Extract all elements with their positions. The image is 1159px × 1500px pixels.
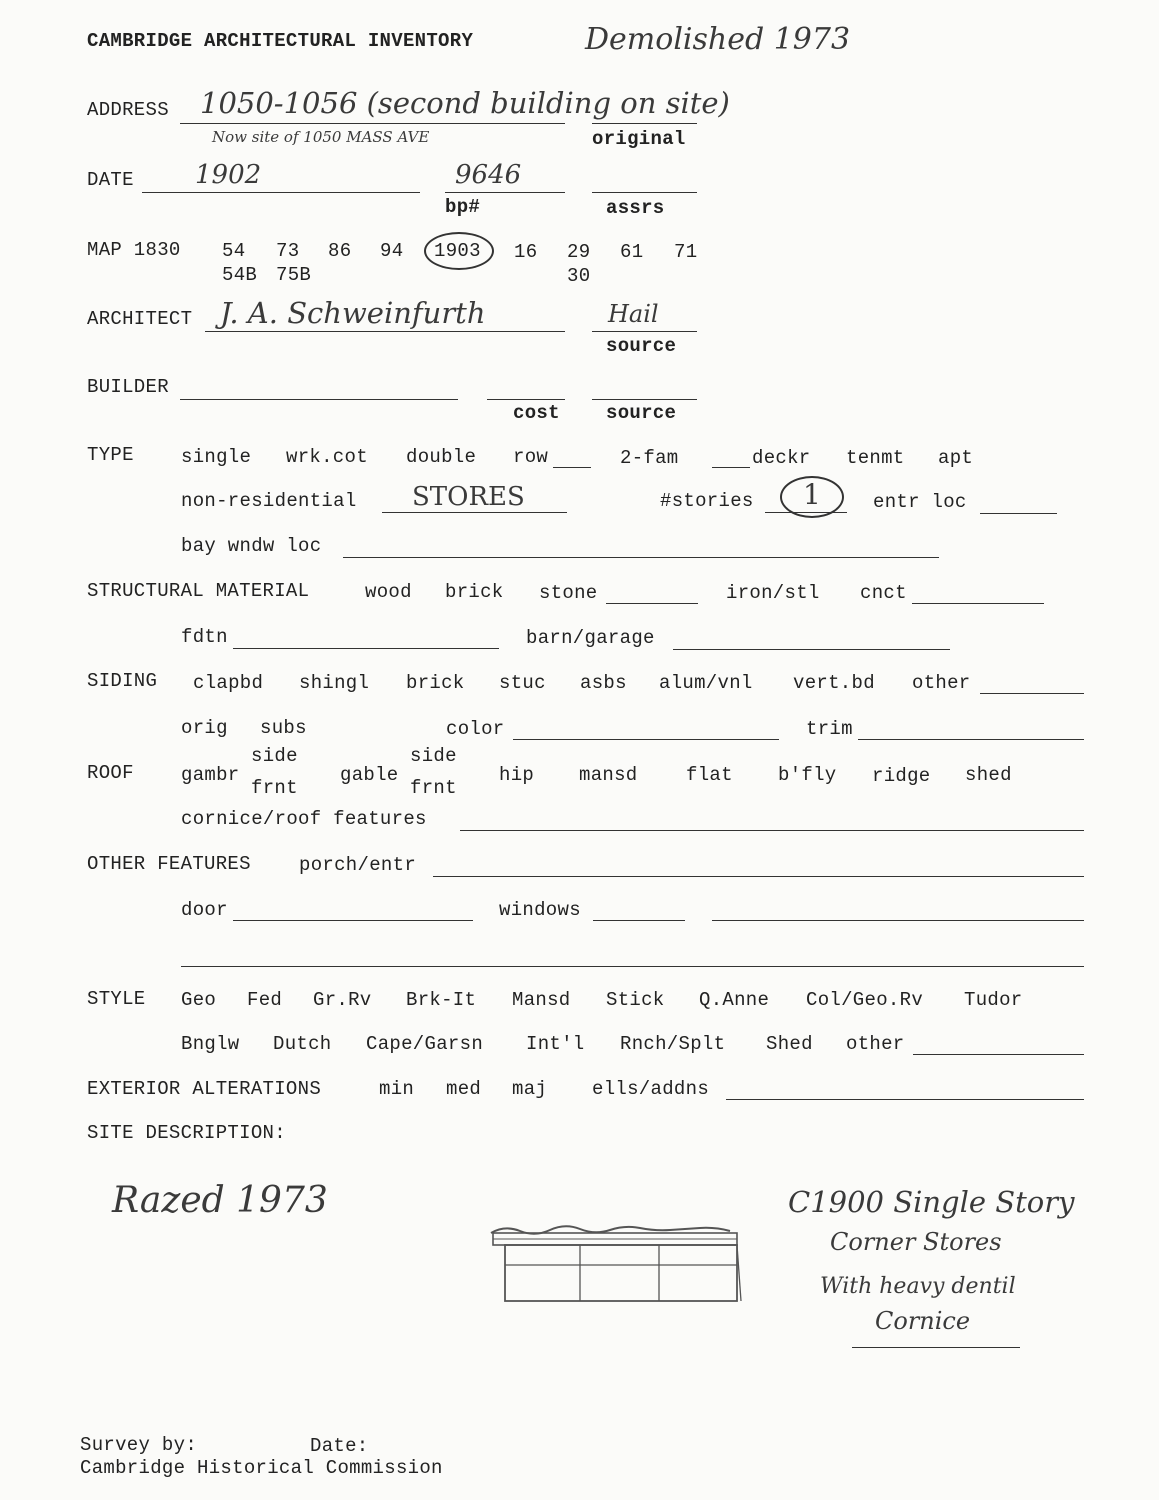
type-option: tenmt bbox=[846, 447, 905, 469]
roof-option: b'fly bbox=[778, 764, 837, 786]
stories-label: #stories bbox=[660, 490, 754, 512]
roof-option: flat bbox=[686, 764, 733, 786]
windows-label: windows bbox=[499, 899, 581, 921]
architect-value: J. A. Schweinfurth bbox=[220, 296, 486, 330]
roof-gable-side: side bbox=[410, 745, 457, 767]
type-option: 2-fam bbox=[620, 447, 679, 469]
color-label: color bbox=[446, 718, 505, 740]
original-line bbox=[592, 123, 697, 124]
map-year: 29 bbox=[567, 241, 591, 263]
storefront-sketch bbox=[485, 1215, 745, 1310]
cornice-underline bbox=[852, 1347, 1020, 1348]
style-option: Cape/Garsn bbox=[366, 1033, 484, 1055]
entr-loc-label: entr loc bbox=[873, 491, 967, 513]
door-line bbox=[233, 920, 473, 921]
bay-window-label: bay wndw loc bbox=[181, 535, 322, 557]
style-label: STYLE bbox=[87, 988, 146, 1010]
roof-option: mansd bbox=[579, 764, 638, 786]
roof-gable: gable bbox=[340, 764, 399, 786]
other-features-extra-line bbox=[181, 966, 1084, 967]
row-line bbox=[553, 467, 591, 468]
style-option: Shed bbox=[766, 1033, 813, 1055]
architect-source-value: Hail bbox=[608, 300, 659, 328]
roof-option: ridge bbox=[872, 765, 931, 787]
style-other-line bbox=[913, 1054, 1084, 1055]
razed-note: Razed 1973 bbox=[112, 1180, 328, 1221]
orig-label: orig bbox=[181, 717, 228, 739]
alterations-label: EXTERIOR ALTERATIONS bbox=[87, 1078, 322, 1100]
nonres-value: STORES bbox=[412, 482, 525, 512]
cost-label: cost bbox=[513, 402, 560, 424]
siding-other-line bbox=[980, 693, 1084, 694]
ells-addns-line bbox=[726, 1099, 1084, 1100]
roof-gambr-frnt: frnt bbox=[251, 777, 298, 799]
style-option: Brk-It bbox=[406, 989, 477, 1011]
type-label: TYPE bbox=[87, 444, 134, 466]
type-option: deckr bbox=[752, 447, 811, 469]
stories-value: 1 bbox=[803, 478, 821, 511]
siding-label: SIDING bbox=[87, 670, 158, 692]
address-label: ADDRESS bbox=[87, 99, 169, 121]
cost-line bbox=[487, 399, 565, 400]
siding-option: asbs bbox=[580, 672, 627, 694]
commission-name: Cambridge Historical Commission bbox=[80, 1457, 443, 1479]
site-description-line-1: C1900 Single Story bbox=[788, 1185, 1075, 1219]
survey-by-label: Survey by: bbox=[80, 1434, 198, 1456]
style-option: Col/Geo.Rv bbox=[806, 989, 924, 1011]
siding-option: vert.bd bbox=[793, 672, 875, 694]
roof-option: shed bbox=[965, 764, 1012, 786]
roof-gambr: gambr bbox=[181, 764, 240, 786]
form-title: CAMBRIDGE ARCHITECTURAL INVENTORY bbox=[87, 30, 474, 52]
style-option: Rnch/Splt bbox=[620, 1033, 726, 1055]
builder-line bbox=[180, 399, 458, 400]
roof-option: hip bbox=[499, 764, 535, 786]
windows-line bbox=[593, 920, 685, 921]
siding-option: other bbox=[912, 672, 971, 694]
nonres-line bbox=[382, 512, 567, 513]
siding-option: shingl bbox=[299, 672, 370, 694]
style-option: Gr.Rv bbox=[313, 989, 372, 1011]
type-option: apt bbox=[938, 447, 974, 469]
original-label: original bbox=[592, 128, 686, 150]
style-option: Mansd bbox=[512, 989, 571, 1011]
map-year: 71 bbox=[674, 241, 698, 263]
site-description-label: SITE DESCRIPTION: bbox=[87, 1122, 286, 1144]
porch-entr-label: porch/entr bbox=[299, 854, 417, 876]
structural-label: STRUCTURAL MATERIAL bbox=[87, 580, 310, 602]
style-option: Geo bbox=[181, 989, 217, 1011]
style-option: Int'l bbox=[526, 1033, 585, 1055]
trim-line bbox=[858, 739, 1084, 740]
alterations-option: min bbox=[379, 1078, 415, 1100]
style-option: other bbox=[846, 1033, 905, 1055]
architect-source-line bbox=[592, 331, 697, 332]
barn-garage-line bbox=[673, 649, 950, 650]
roof-label: ROOF bbox=[87, 762, 134, 784]
type-option: single bbox=[181, 446, 252, 468]
style-option: Fed bbox=[247, 989, 283, 1011]
style-option: Q.Anne bbox=[699, 989, 770, 1011]
cornice-line bbox=[460, 830, 1084, 831]
map-year: 16 bbox=[514, 241, 538, 263]
address-line bbox=[180, 123, 565, 124]
survey-date-label: Date: bbox=[310, 1435, 369, 1457]
map-year: 54 bbox=[222, 240, 246, 262]
type-option: double bbox=[406, 446, 477, 468]
architect-label: ARCHITECT bbox=[87, 308, 193, 330]
ells-addns-label: ells/addns bbox=[592, 1078, 710, 1100]
builder-source-line bbox=[592, 399, 697, 400]
windows-line-2 bbox=[712, 920, 1084, 921]
builder-label: BUILDER bbox=[87, 376, 169, 398]
nonres-label: non-residential bbox=[181, 490, 357, 512]
siding-option: alum/vnl bbox=[659, 672, 753, 694]
style-option: Stick bbox=[606, 989, 665, 1011]
style-option: Tudor bbox=[964, 989, 1023, 1011]
deckr-line bbox=[712, 467, 750, 468]
address-note: Now site of 1050 MASS AVE bbox=[212, 128, 430, 146]
bp-line bbox=[445, 192, 565, 193]
site-description-line-2: Corner Stores bbox=[830, 1228, 1002, 1256]
map-year: 86 bbox=[328, 240, 352, 262]
map-year: 61 bbox=[620, 241, 644, 263]
siding-option: clapbd bbox=[193, 672, 264, 694]
address-value: 1050-1056 (second building on site) bbox=[200, 86, 730, 120]
door-label: door bbox=[181, 899, 228, 921]
assrs-label: assrs bbox=[606, 197, 665, 219]
structural-option: wood bbox=[365, 581, 412, 603]
map-year: 30 bbox=[567, 265, 591, 287]
fdtn-line bbox=[233, 648, 499, 649]
alterations-option: maj bbox=[512, 1078, 548, 1100]
structural-option: iron/stl bbox=[726, 582, 820, 604]
style-option: Dutch bbox=[273, 1033, 332, 1055]
stone-line bbox=[606, 603, 698, 604]
bay-window-line bbox=[343, 557, 939, 558]
structural-option: brick bbox=[445, 581, 504, 603]
fdtn-label: fdtn bbox=[181, 626, 228, 648]
architect-line bbox=[205, 331, 565, 332]
map-circle-mark bbox=[424, 232, 494, 270]
bp-value: 9646 bbox=[455, 160, 522, 190]
map-year: 94 bbox=[380, 240, 404, 262]
subs-label: subs bbox=[260, 717, 307, 739]
map-year: 54B bbox=[222, 264, 258, 286]
bp-label: bp# bbox=[445, 196, 481, 218]
demolished-note: Demolished 1973 bbox=[585, 22, 851, 57]
porch-entr-line bbox=[433, 876, 1084, 877]
assrs-line bbox=[592, 192, 697, 193]
other-features-label: OTHER FEATURES bbox=[87, 853, 251, 875]
map-label: MAP 1830 bbox=[87, 239, 181, 261]
builder-source-label: source bbox=[606, 402, 677, 424]
type-option: wrk.cot bbox=[286, 446, 368, 468]
entr-loc-line bbox=[980, 513, 1057, 514]
color-line bbox=[513, 739, 779, 740]
structural-option: stone bbox=[539, 582, 598, 604]
cornice-label: cornice/roof features bbox=[181, 808, 427, 830]
alterations-option: med bbox=[446, 1078, 482, 1100]
date-line bbox=[142, 192, 420, 193]
siding-option: stuc bbox=[499, 672, 546, 694]
roof-gable-frnt: frnt bbox=[410, 777, 457, 799]
map-year: 73 bbox=[276, 240, 300, 262]
site-description-line-3: With heavy dentil bbox=[820, 1274, 1016, 1299]
site-description-line-4: Cornice bbox=[875, 1307, 971, 1335]
trim-label: trim bbox=[806, 718, 853, 740]
structural-option: cnct bbox=[860, 582, 907, 604]
date-label: DATE bbox=[87, 169, 134, 191]
barn-garage-label: barn/garage bbox=[526, 627, 655, 649]
style-option: Bnglw bbox=[181, 1033, 240, 1055]
roof-gambr-side: side bbox=[251, 745, 298, 767]
type-option: row bbox=[513, 446, 549, 468]
architect-source-label: source bbox=[606, 335, 677, 357]
map-year-circled: 1903 bbox=[434, 240, 481, 262]
cnct-line bbox=[912, 603, 1044, 604]
map-year: 75B bbox=[276, 264, 312, 286]
date-value: 1902 bbox=[195, 160, 262, 190]
siding-option: brick bbox=[406, 672, 465, 694]
